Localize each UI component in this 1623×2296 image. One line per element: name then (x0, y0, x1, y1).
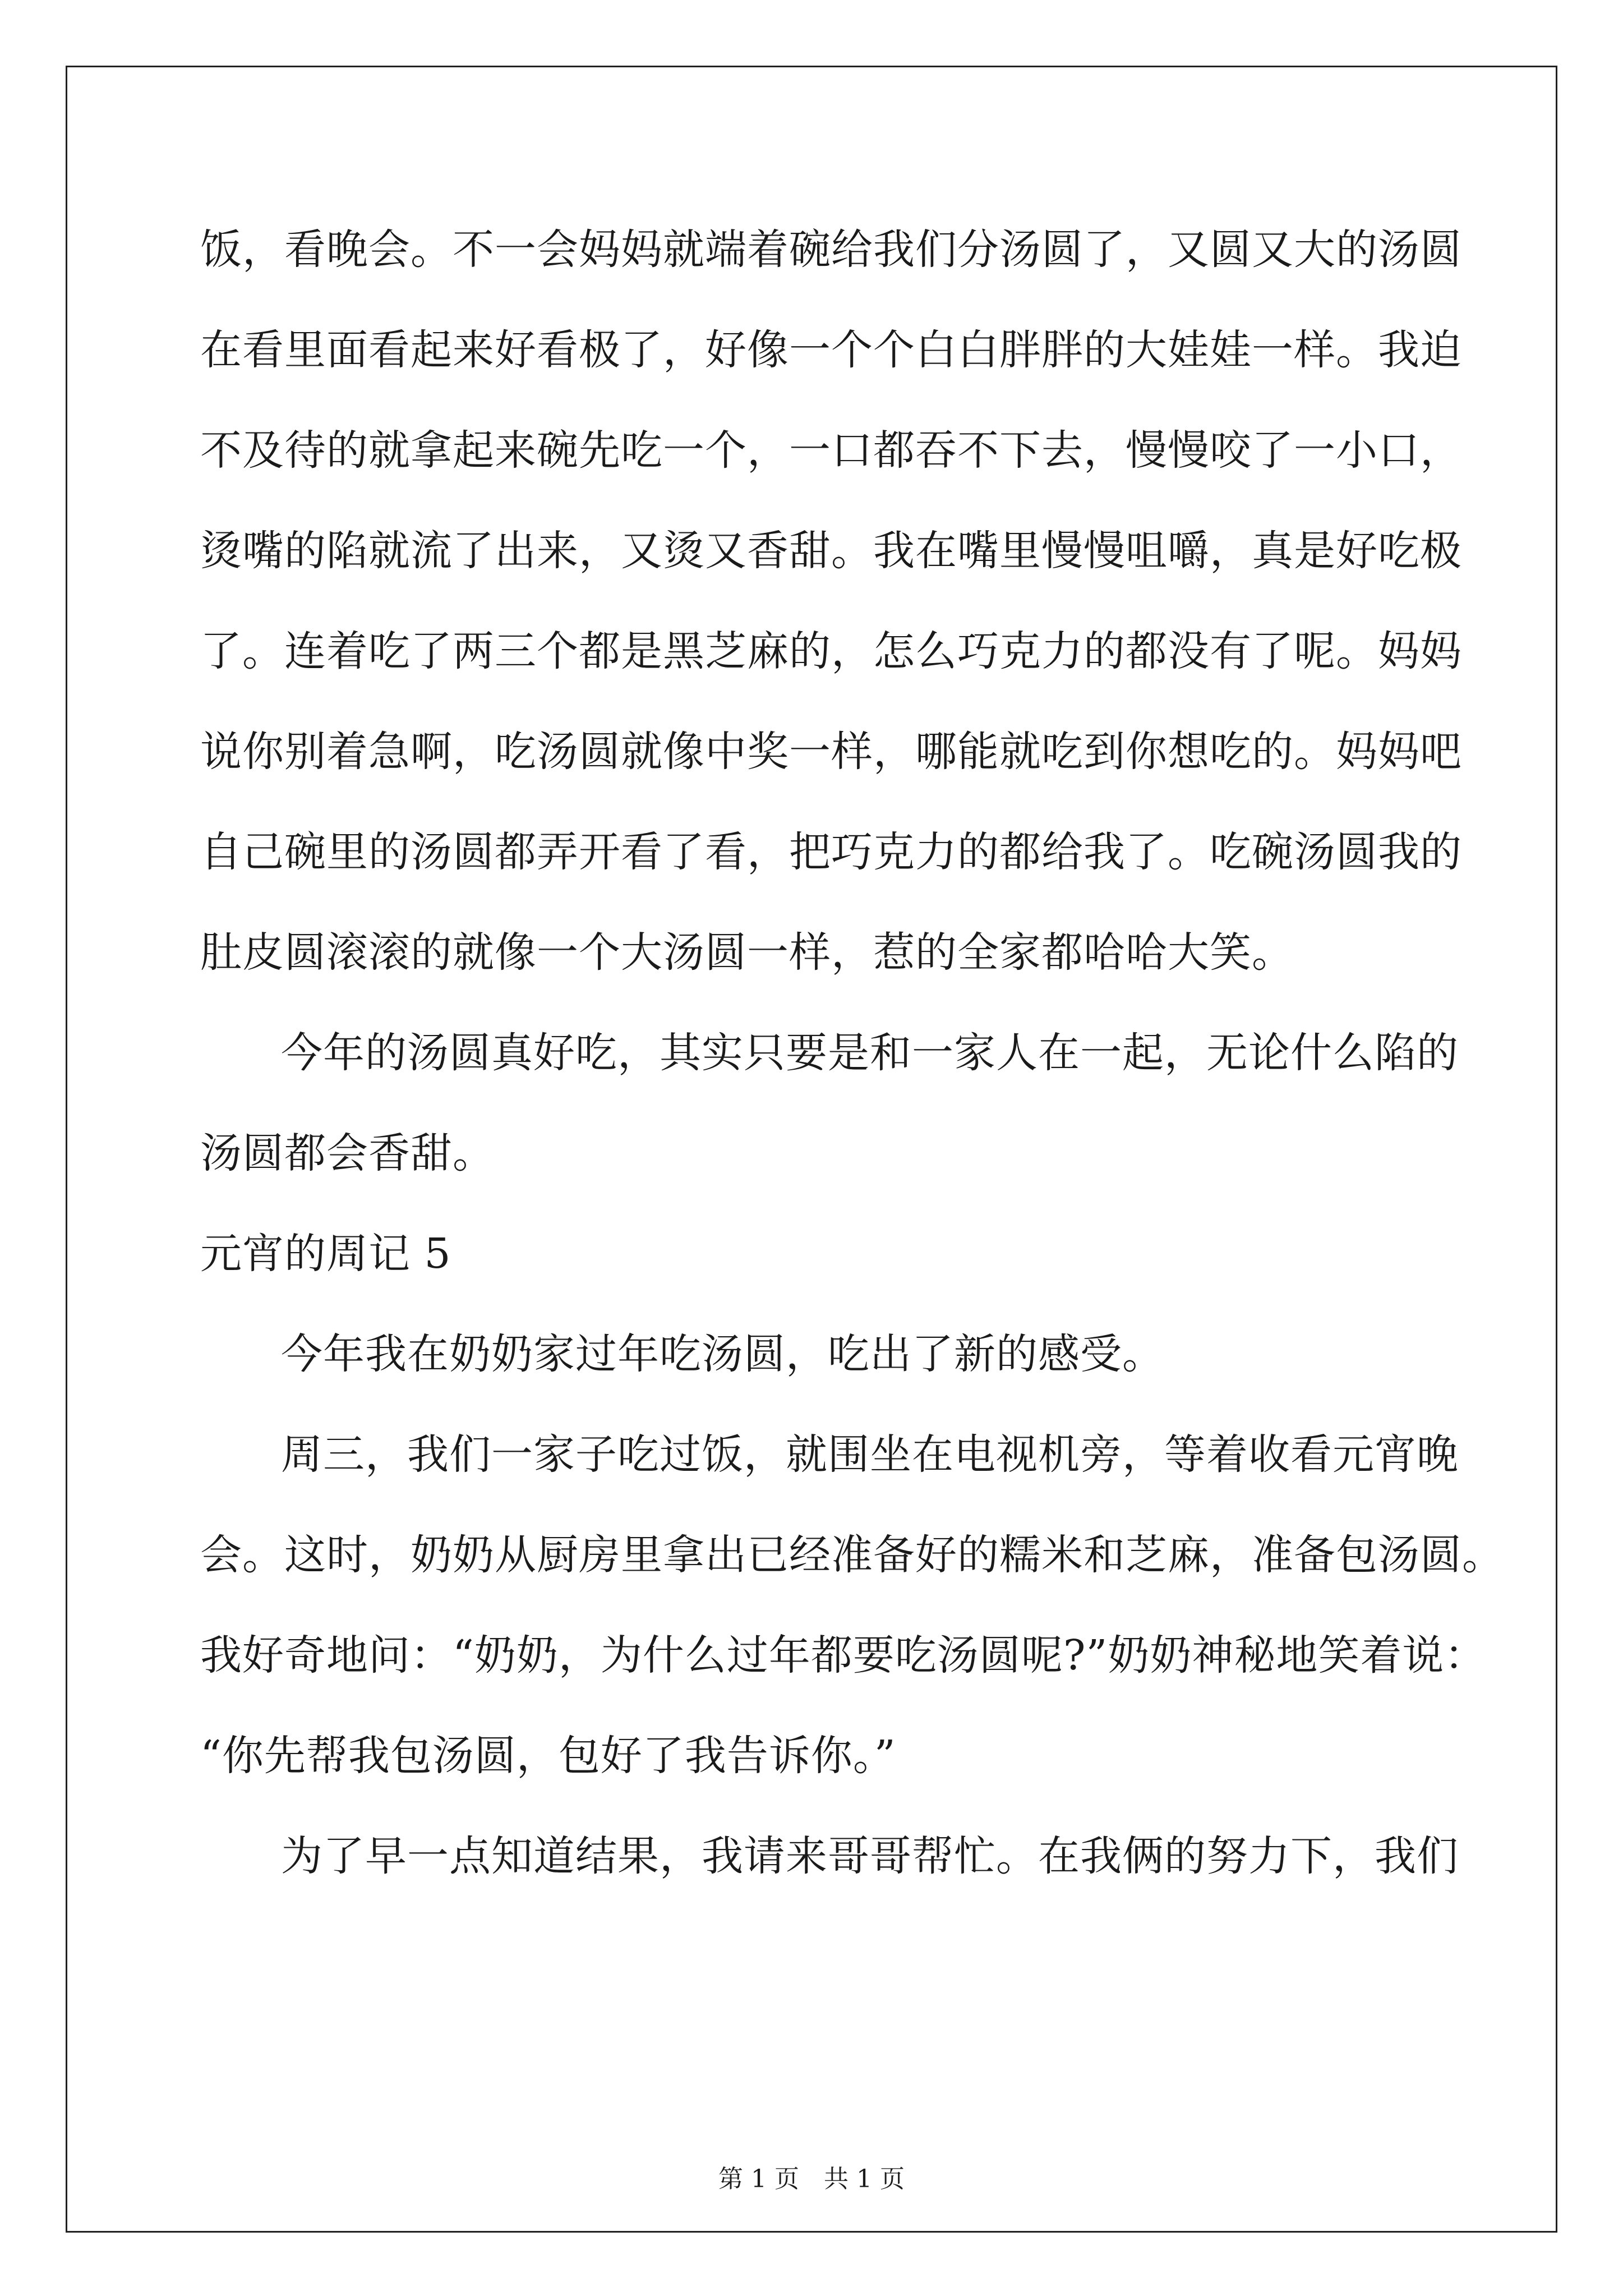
text-line: 了。连着吃了两三个都是黑芝麻的，怎么巧克力的都没有了呢。妈妈 (200, 627, 1462, 675)
text-line: 说你别着急啊，吃汤圆就像中奖一样，哪能就吃到你想吃的。妈妈吧 (200, 728, 1462, 776)
text-line: 肚皮圆滚滚的就像一个大汤圆一样，惹的全家都哈哈大笑。 (200, 928, 1294, 977)
text-line: 不及待的就拿起来碗先吃一个，一口都吞不下去，慢慢咬了一小口， (200, 426, 1462, 475)
text-line: 饭，看晚会。不一会妈妈就端着碗给我们分汤圆了，又圆又大的汤圆 (200, 226, 1462, 274)
paragraph-start-line: 今年我在奶奶家过年吃汤圆，吃出了新的感受。 (281, 1330, 1164, 1378)
page-number-footer: 第 1 页 共 1 页 (718, 2165, 905, 2193)
text-line: 自己碗里的汤圆都弄开看了看，把巧克力的都给我了。吃碗汤圆我的 (200, 828, 1462, 876)
text-line: 会。这时，奶奶从厨房里拿出已经准备好的糯米和芝麻，准备包汤圆。 (200, 1531, 1504, 1579)
text-line: 在看里面看起来好看极了，好像一个个白白胖胖的大娃娃一样。我迫 (200, 326, 1462, 374)
paragraph-start-line: 今年的汤圆真好吃，其实只要是和一家人在一起，无论什么陷的 (281, 1029, 1459, 1077)
paragraph-start-line: 周三，我们一家子吃过饭，就围坐在电视机旁，等着收看元宵晚 (281, 1430, 1459, 1479)
paragraph-start-line: 为了早一点知道结果，我请来哥哥帮忙。在我俩的努力下，我们 (281, 1832, 1459, 1880)
text-line: 汤圆都会香甜。 (200, 1129, 495, 1177)
text-line: 我好奇地问：“奶奶，为什么过年都要吃汤圆呢?”奶奶神秘地笑着说： (200, 1631, 1487, 1680)
text-line: 烫嘴的陷就流了出来，又烫又香甜。我在嘴里慢慢咀嚼，真是好吃极 (200, 527, 1462, 575)
text-line: “你先帮我包汤圆，包好了我告诉你。” (200, 1732, 896, 1780)
section-heading: 元宵的周记 5 (200, 1230, 451, 1278)
